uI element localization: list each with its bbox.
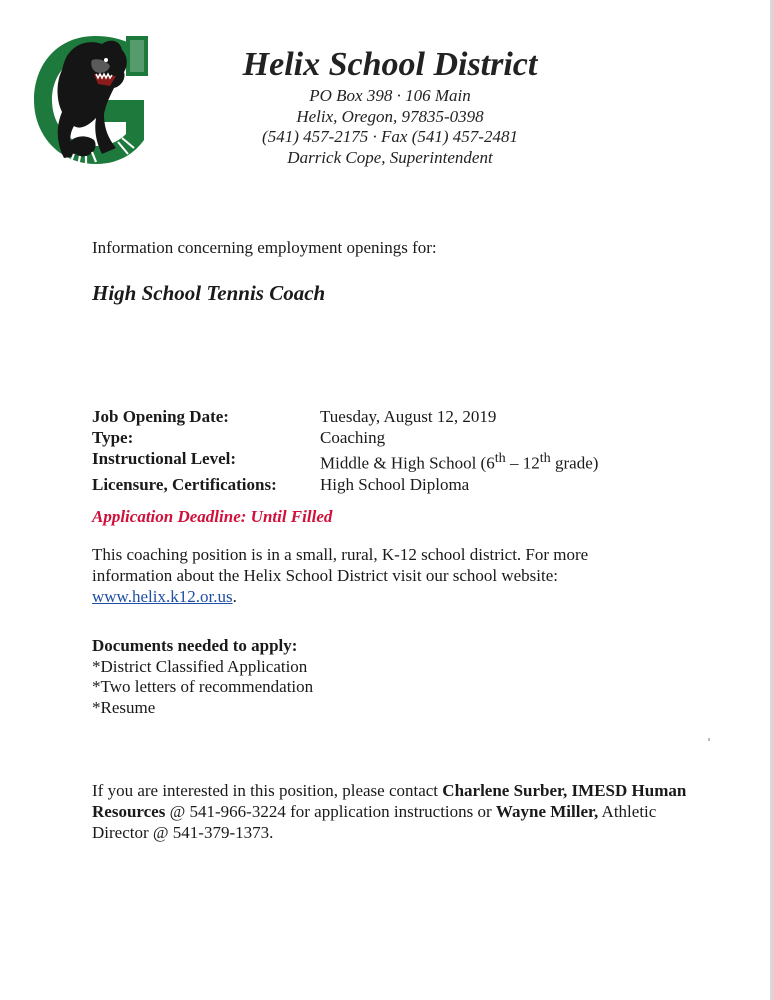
level-value xyxy=(320,448,598,474)
licensure-label: Licensure, Certifications: xyxy=(92,474,277,494)
application-deadline: Application Deadline: Until Filled xyxy=(92,507,333,526)
opening-date-label: Job Opening Date: xyxy=(92,407,229,426)
superintendent-line: Darrick Cope, Superintendent xyxy=(287,147,493,167)
level-value-mid: – 12 xyxy=(505,453,540,473)
type-label: Type: xyxy=(92,428,134,447)
description-text: This coaching position is in a small, rural, K-12 school district. For more information about the Helix School District visit our school website: xyxy=(92,545,589,585)
document-item: *District Classified Application xyxy=(92,656,308,676)
job-details xyxy=(92,406,598,495)
scan-speck xyxy=(708,738,710,741)
documents-heading: Documents needed to apply: xyxy=(92,636,298,655)
level-sup-1: th xyxy=(494,450,506,466)
position-title: High School Tennis Coach xyxy=(92,281,326,305)
contact-name-hr: Charlene Surber, IMESD Human Resources xyxy=(92,781,687,821)
details-row-opening-date xyxy=(92,406,598,427)
contact-text-2: @ 541-966-3224 for application instructions or xyxy=(165,802,496,821)
licensure-value: High School Diploma xyxy=(320,474,470,494)
position-description xyxy=(92,544,652,607)
details-row-level xyxy=(92,448,598,474)
letterhead xyxy=(200,44,580,168)
website-link[interactable]: www.helix.k12.or.us xyxy=(92,587,233,606)
document-item: *Two letters of recommendation xyxy=(92,677,314,696)
contact-text-1: If you are interested in this position, please contact xyxy=(92,781,443,800)
contact-text-3: Athletic Director @ 541-379-1373. xyxy=(92,802,657,842)
level-value-start: Middle & High School (6 xyxy=(320,453,495,473)
documents-section xyxy=(92,636,313,718)
contact-paragraph xyxy=(92,780,702,843)
level-label: Instructional Level: xyxy=(92,449,237,468)
details-row-type xyxy=(92,427,598,448)
contact-name-ad: Wayne Miller, xyxy=(495,802,599,821)
intro-text: Information concerning employment openings for: xyxy=(92,238,437,257)
type-value: Coaching xyxy=(320,428,386,447)
document-item: *Resume xyxy=(92,697,156,717)
address-line-2: Helix, Oregon, 97835-0398 xyxy=(296,106,484,126)
grizzly-bear-g-logo-icon xyxy=(30,30,160,170)
level-sup-2: th xyxy=(539,450,551,466)
address-line-1: PO Box 398 · 106 Main xyxy=(309,86,471,105)
opening-date-value: Tuesday, August 12, 2019 xyxy=(320,407,497,426)
description-end: . xyxy=(232,587,237,606)
details-row-licensure xyxy=(92,474,598,495)
phone-fax-line: (541) 457-2175 · Fax (541) 457-2481 xyxy=(262,127,518,146)
district-name: Helix School District xyxy=(242,46,538,83)
level-value-end: grade) xyxy=(550,453,599,473)
